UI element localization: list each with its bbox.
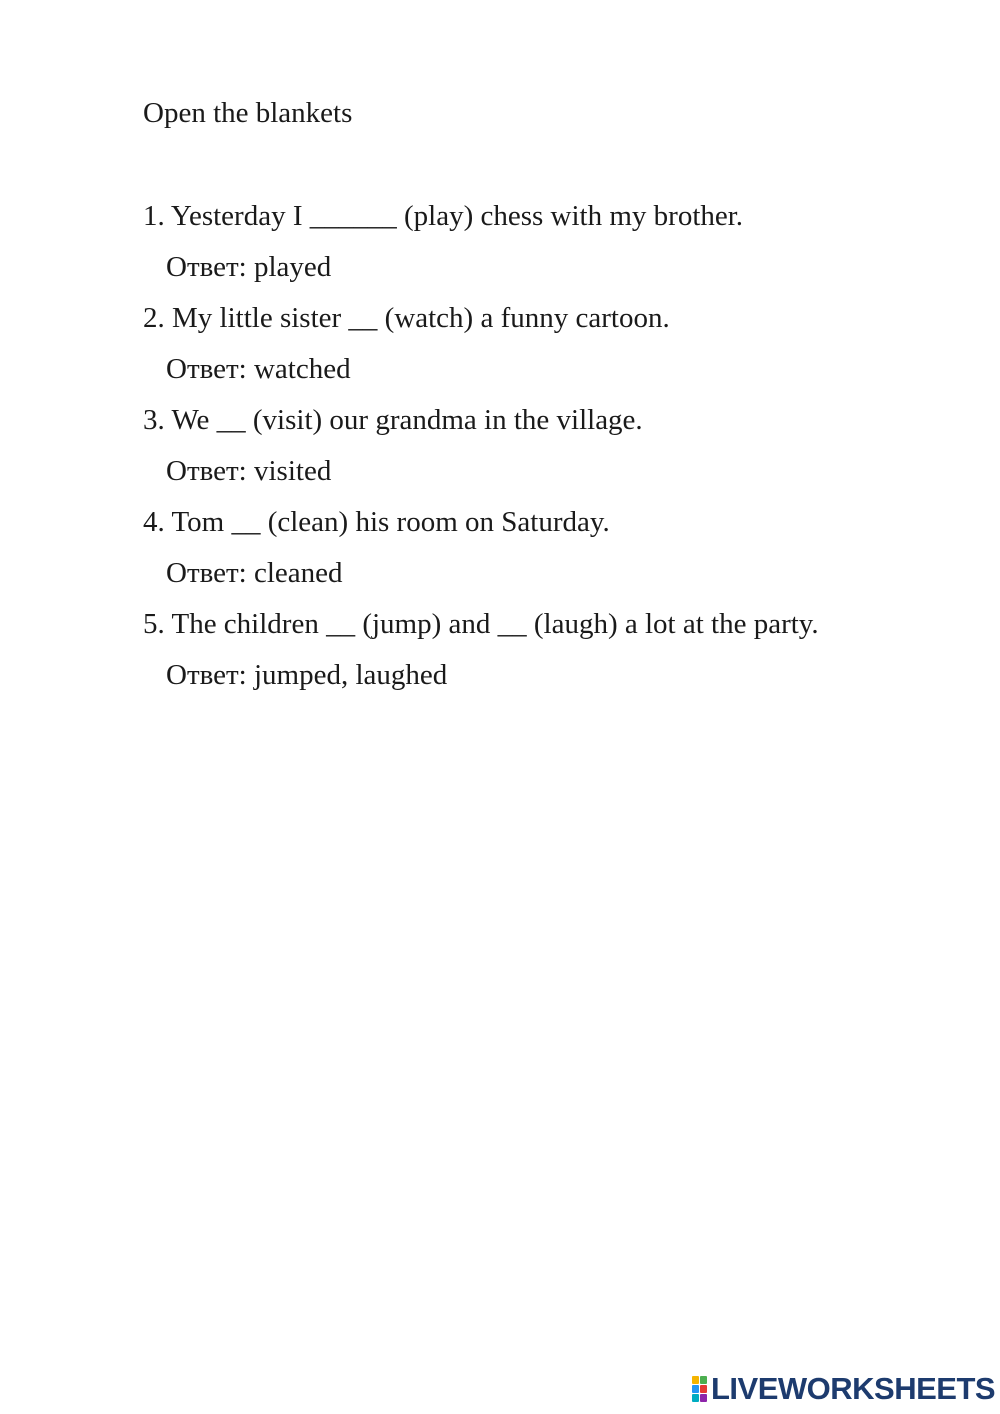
- answer-3: Ответ: visited: [166, 455, 332, 487]
- logo-tile-icon: [692, 1376, 699, 1384]
- logo-text: LIVEWORKSHEETS: [711, 1371, 996, 1406]
- liveworksheets-logo: [692, 1371, 996, 1406]
- answer-1: Ответ: played: [166, 251, 332, 283]
- logo-tile-icon: [700, 1376, 707, 1384]
- logo-tile-icon: [700, 1394, 707, 1402]
- worksheet-title: Open the blankets: [143, 97, 353, 129]
- logo-tile-icon: [692, 1385, 699, 1393]
- question-4: 4. Tom __ (clean) his room on Saturday.: [143, 506, 610, 538]
- answer-5: Ответ: jumped, laughed: [166, 659, 448, 691]
- logo-tile-icon: [692, 1394, 699, 1402]
- question-3: 3. We __ (visit) our grandma in the village.: [143, 404, 643, 436]
- question-2: 2. My little sister __ (watch) a funny cartoon.: [143, 302, 670, 334]
- question-1: 1. Yesterday I ______ (play) chess with my brother.: [143, 200, 744, 232]
- answer-4: Ответ: cleaned: [166, 557, 343, 589]
- liveworksheets-logo-icon: [692, 1376, 708, 1402]
- answer-2: Ответ: watched: [166, 353, 351, 385]
- question-5: 5. The children __ (jump) and __ (laugh) a lot at the party.: [143, 608, 819, 640]
- logo-tile-icon: [700, 1385, 707, 1393]
